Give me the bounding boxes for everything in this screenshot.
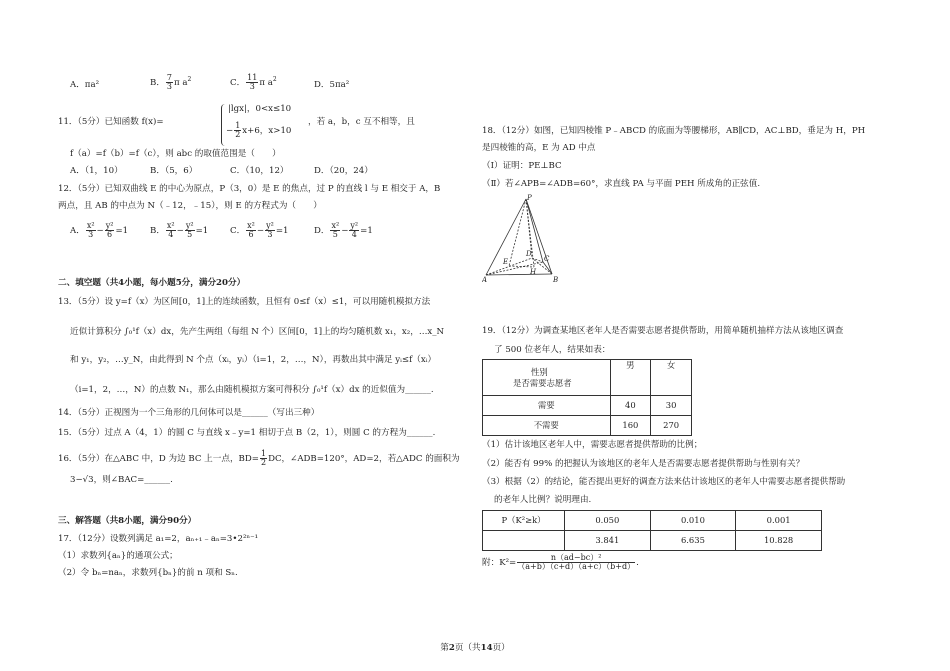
q18-line3: （Ⅰ）证明：PE⊥BC — [482, 161, 562, 171]
cell-male: 40 — [610, 396, 651, 416]
page-number: 2 — [448, 643, 455, 653]
q10-option-d: D．5πa² — [314, 80, 350, 90]
q13-line3: 和 y₁，y₂，…y_N，由此得到 N 个点（xᵢ，yᵢ）（i=1，2，…，N），再数出其中满足 yᵢ≤f（xᵢ） — [70, 355, 437, 365]
q12-option-c: C． $\frac{\text{x²}}{6}$ − $\frac{\text{y²}}{3}$ =1 — [230, 221, 289, 239]
q11-option-a: A．（1，10） — [70, 166, 123, 176]
corner-top-text: 性别 — [531, 367, 548, 377]
q12-option-a: A． $\frac{\text{x²}}{3}$ − $\frac{\text{y²}}{6}$ =1 — [70, 221, 129, 239]
q11-stem: 11．（5分）已知函数 f(x)= — [58, 117, 164, 127]
q16-line1: 16．（5分）在△ABC 中，D 为边 BC 上一点，BD= $\frac{1}{2}$ DC，∠ADB=120°，AD=2，若△ADC 的面积为 — [58, 449, 460, 467]
q13-line1: 13．（5分）设 y=f（x）为区间[0，1]上的连续函数，且恒有 0≤f（x）≤1，可以用随机模拟方法 — [58, 297, 431, 307]
q11-line2: f（a）=f（b）=f（c），则 abc 的取值范围是（ ） — [70, 149, 281, 159]
label-d: D — [526, 250, 532, 258]
table-corner-cell — [483, 360, 611, 396]
q16-line2: 3−√3，则∠BAC=______. — [70, 475, 173, 485]
cell-female: 270 — [651, 416, 692, 436]
appendix-formula: 附：K²= $\frac{\text{n（ad−bc）²}}{(a+b)(c+d)(a+c)(b+d)}$ . — [482, 553, 639, 571]
col-female: 女 — [651, 360, 692, 396]
pyramid-figure — [482, 194, 564, 284]
q10-option-a: A．πa² — [70, 80, 100, 90]
p-label-cell: P（K²≥k） — [483, 511, 565, 531]
table-row — [483, 531, 822, 551]
p-value-cell: 0.050 — [565, 511, 651, 531]
q10-option-b: B． $\frac{7}{3}$ π $a^2$ — [150, 73, 192, 91]
k-value-cell: 6.635 — [650, 531, 736, 551]
p-value-cell: 0.001 — [736, 511, 822, 531]
total-pages: 14 — [480, 643, 493, 653]
q13-line2: 近似计算积分 ∫₀¹f（x）dx，先产生两组（每组 N 个）区间[0，1]上的均匀随机数 x₁，x₂，…x_N — [70, 327, 445, 337]
q19-sub3b: 的老年人比例？说明理由. — [494, 495, 592, 505]
q19-line1: 19．（12分）为调查某地区老年人是否需要志愿者提供帮助，用简单随机抽样方法从该地区调查 — [482, 326, 844, 336]
table-row — [483, 416, 692, 436]
survey-table — [482, 359, 692, 436]
q19-line2: 了 500 位老年人，结果如表： — [494, 345, 611, 355]
k-label-cell — [483, 531, 565, 551]
label-h: H — [530, 268, 537, 276]
q11-stem-b: ，若 a，b，c 互不相等，且 — [308, 117, 415, 127]
q19-sub2: （2）能否有 99% 的把握认为该地区的老年人是否需要志愿者提供帮助与性别有关？ — [482, 459, 805, 469]
q18-line4: （Ⅱ）若∠APB=∠ADB=60°，求直线 PA 与平面 PEH 所成角的正弦值. — [482, 179, 761, 189]
q10-option-c: C． $\frac{11}{3}$ π $a^2$ — [230, 73, 277, 91]
q19-sub3a: （3）根据（2）的结论，能否提出更好的调查方法来估计该地区的老年人中需要志愿者提供帮助 — [482, 477, 846, 487]
q12-option-d: D． $\frac{\text{x²}}{5}$ − $\frac{\text{y²}}{4}$ =1 — [314, 221, 373, 239]
cell-female: 30 — [651, 396, 692, 416]
q12-line1: 12．（5分）已知双曲线 E 的中心为原点，P（3，0）是 E 的焦点，过 P 的直线 l 与 E 相交于 A，B — [58, 184, 441, 194]
q18-line1: 18．（12分）如图，已知四棱锥 P﹣ABCD 的底面为等腰梯形，AB∥CD，AC⊥BD，垂足为 H，PH — [482, 126, 866, 136]
table-row — [483, 511, 822, 531]
col-male: 男 — [610, 360, 651, 396]
label-p: P — [527, 194, 532, 202]
q17-line2: （1）求数列{aₙ}的通项公式； — [58, 551, 178, 561]
q11-case1: |lgx|，0<x≤10 — [228, 104, 292, 114]
label-a: A — [482, 276, 488, 284]
q19-sub1: （1）估计该地区老年人中，需要志愿者提供帮助的比例； — [482, 440, 703, 450]
q14: 14．（5分）正视图为一个三角形的几何体可以是______（写出三种） — [58, 408, 320, 418]
k-value-cell: 3.841 — [565, 531, 651, 551]
k-value-cell: 10.828 — [736, 531, 822, 551]
k-critical-table — [482, 510, 822, 551]
q11-option-d: D．（20，24） — [314, 166, 373, 176]
row-label: 需要 — [483, 396, 611, 416]
cell-male: 160 — [610, 416, 651, 436]
section-answer-title: 三、解答题（共8小题，满分90分） — [58, 516, 197, 526]
q17-line3: （2）令 bₙ=naₙ，求数列{bₙ}的前 n 项和 Sₙ. — [58, 568, 238, 578]
p-value-cell: 0.010 — [650, 511, 736, 531]
q13-line4: （i=1，2，…，N）的点数 N₁，那么由随机模拟方案可得积分 ∫₀¹f（x）dx 的近似值为______. — [70, 385, 434, 395]
table-row — [483, 396, 692, 416]
label-e: E — [503, 258, 509, 266]
label-b: B — [553, 276, 559, 284]
q11-case2: − $\frac{1}{2}$ x+6，x>10 — [226, 121, 292, 139]
q11-option-c: C．（10，12） — [230, 166, 289, 176]
q12-line2: 两点，且 AB 的中点为 N（﹣12，﹣15），则 E 的方程式为（ ） — [58, 201, 322, 211]
row-label: 不需要 — [483, 416, 611, 436]
corner-bottom-text: 是否需要志愿者 — [513, 377, 572, 388]
q15: 15．（5分）过点 A（4，1）的圆 C 与直线 x﹣y=1 相切于点 B（2，1），则圆 C 的方程为______. — [58, 428, 436, 438]
q18-line2: 是四棱锥的高，E 为 AD 中点 — [482, 143, 596, 153]
q12-option-b: B． $\frac{\text{x²}}{4}$ − $\frac{\text{y²}}{5}$ =1 — [150, 221, 209, 239]
page-footer: 第2页（共14页） — [440, 643, 510, 653]
section-fill-in-title: 二、填空题（共4小题，每小题5分，满分20分） — [58, 278, 246, 288]
label-c: C — [544, 255, 550, 263]
q17-line1: 17．（12分）设数列满足 a₁=2，aₙ₊₁﹣aₙ=3•2²ⁿ⁻¹ — [58, 534, 259, 544]
q11-option-b: B．（5，6） — [150, 166, 198, 176]
